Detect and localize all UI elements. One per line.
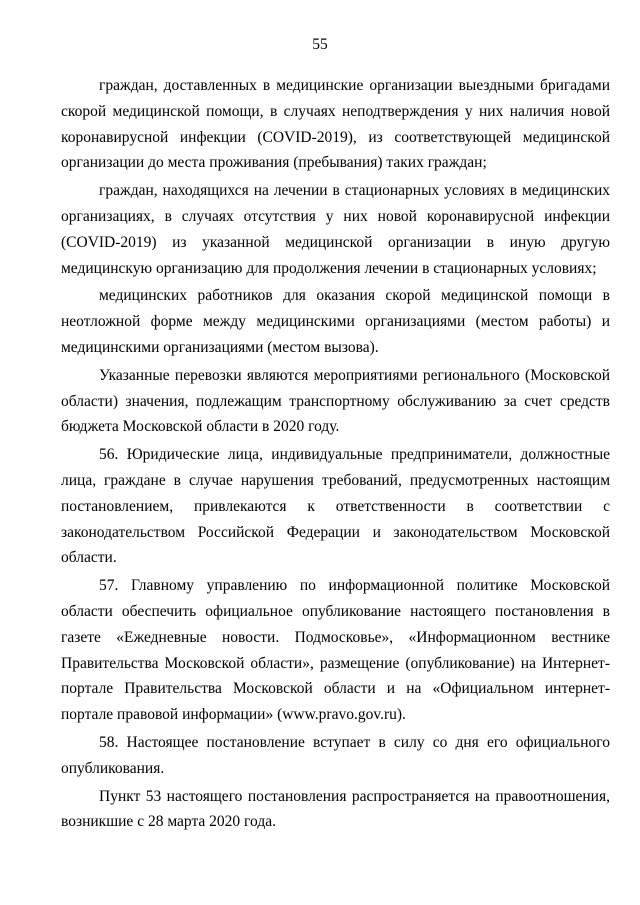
- paragraph-transport-between-organizations: граждан, находящихся на лечении в стационарных условиях в медицинских организациях, в случаях отсутствия у них новой коронавирусной инфекции (COVID-2019) из указанной медицинской организации в иную другую медицинскую организацию для продолжения лечении в стационарных условиях;: [61, 182, 610, 277]
- document-body: [61, 73, 610, 837]
- paragraph-medical-workers-transport: медицинских работников для оказания скорой медицинской помощи в неотложной форме между медицинскими организациями (местом работы) и медицинскими организациями (местом вызова).: [61, 287, 610, 356]
- paragraph-item-58: 58. Настоящее постановление вступает в силу со дня его официального опубликования.: [61, 733, 610, 777]
- paragraph-item-56: 56. Юридические лица, индивидуальные предприниматели, должностные лица, граждане в случае нарушения требований, предусмотренных настоящим постановлением, привлекаются к ответственности в соответствии с законодательством Российской Федерации и законодательством Московской области.: [61, 446, 610, 567]
- paragraph-transport-to-residence: граждан, доставленных в медицинские организации выездными бригадами скорой медицинской помощи, в случаях неподтверждения у них наличия новой коронавирусной инфекции (COVID-2019), из соответствующей медицинской организации до места проживания (пребывания) таких граждан;: [61, 77, 610, 172]
- paragraph-item-53-applicability: Пункт 53 настоящего постановления распространяется на правоотношения, возникшие с 28 марта 2020 года.: [61, 787, 610, 831]
- paragraph-regional-activities: Указанные перевозки являются мероприятиями регионального (Московской области) значения, подлежащим транспортному обслуживанию за счет средств бюджета Московской области в 2020 году.: [61, 366, 610, 436]
- page-number: 55: [312, 36, 328, 53]
- paragraph-item-57: 57. Главному управлению по информационной политике Московской области обеспечить официальное опубликование настоящего постановления в газете «Ежедневные новости. Подмосковье», «Информационном вестнике Правительства Московской области», размещение (опубликование) на Интернет-портале Правительства Московской области и на «Официальном интернет-портале правовой информации» (www.pravo.gov.ru).: [61, 577, 610, 724]
